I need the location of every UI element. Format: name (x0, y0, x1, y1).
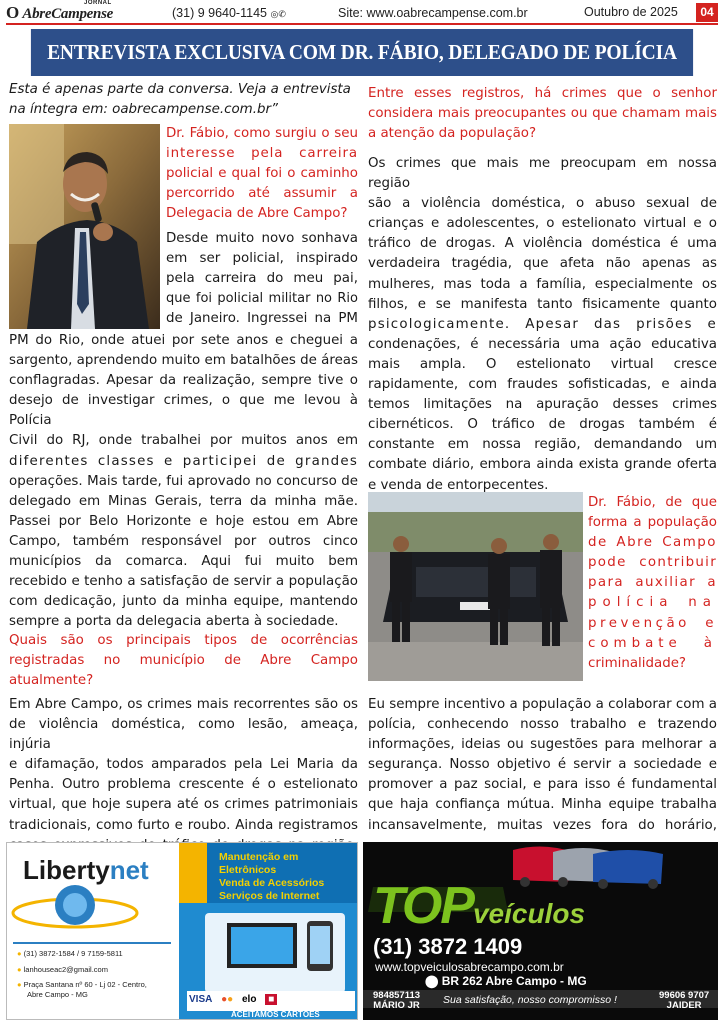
slogan: Sua satisfação, nosso compromisso ! (443, 994, 617, 1006)
answer-4: Eu sempre incentivo a população a colaborar com a polícia, conhecendo nosso trabalho e trazendo informações, ideias ou sugestões para melhorar a segurança. Nosso objetivo é servir a sociedade e promover a paz social, e para isso é fundamental que haja confiança mútua. Minha equipe trabalha incansavelmente, muitas vezes fora do horário, (368, 697, 717, 833)
page-number: 04 (696, 3, 718, 22)
hipercard-icon: ■ (265, 994, 277, 1005)
mastercard-icon: ● (221, 994, 228, 1005)
topveiculos-logo: TOPveículos (373, 877, 586, 935)
question-1: Dr. Fábio, como surgiu o seu interesse pela carreira policial e qual foi o caminho percorrido até assumir a Delegacia de Abre Campo? (166, 126, 358, 222)
card-logos: VISA ●● elo ■ (189, 994, 277, 1005)
topveiculos-phone: (31) 3872 1409 (373, 934, 523, 959)
question-4: Dr. Fábio, de que forma a população de Abre Campo pode contribuir para auxiliar a polícia na prevenção e combate à criminalidade? (588, 495, 717, 671)
libertynet-logo: Libertynet (23, 855, 149, 885)
question-3: Entre esses registros, há crimes que o senhor considera mais preocupantes ou que chamam mais a atenção da população? (368, 86, 717, 142)
newspaper-logo: O AbreCampense JORNAL (6, 0, 113, 22)
location-icon: ● (17, 980, 24, 989)
police-team-photo (368, 492, 583, 681)
page-header (0, 0, 724, 24)
email-icon: ● (17, 964, 24, 974)
intro-text: Esta é apenas parte da conversa. Veja a entrevista na íntegra em: oabrecampense.com.br” (9, 82, 351, 118)
delegado-photo (9, 124, 160, 329)
header-site[interactable]: Site: www.oabrecampense.com.br (338, 6, 528, 20)
contact-jaider: 99606 9707 JAIDER (659, 990, 710, 1011)
answer-1-side: Desde muito novo sonhava em ser policial, inspirado pela carreira do meu pai, que foi policial militar no Rio de Janeiro. Ingressei na PM (166, 231, 358, 327)
topveiculos-address: ⬤ BR 262 Abre Campo - MG (425, 974, 587, 988)
police-team-image (368, 492, 583, 681)
libertynet-contacts: ● (31) 3872-1584 / 9 7159-5811 ● lanhouseac2@gmail.com ● Praça Santana nº 60 - Lj 02 - Centro, Abre Campo - MG (17, 949, 147, 999)
libertynet-ad[interactable] (6, 842, 358, 1020)
header-divider (6, 23, 718, 25)
libertynet-services: Manutenção em Eletrônicos Venda de Acessórios Serviços de Internet (219, 851, 325, 902)
header-date: Outubro de 2025 (584, 5, 678, 19)
topveiculos-site[interactable]: www.topveiculosabrecampo.com.br (375, 960, 564, 974)
cards-label: ACEITAMOS CARTÕES (231, 1010, 320, 1019)
article-title: ENTREVISTA EXCLUSIVA COM DR. FÁBIO, DELEGADO DE POLÍCIA CIVIL DE ABRE CAMPO (31, 29, 693, 76)
answer-1: PM do Rio, onde atuei por sete anos e cheguei a sargento, aprendendo muito em batalhões de áreas conflagradas. Apesar da realização, sempre tive o desejo de investigar crimes, o que me levou à Polícia Civil do RJ, onde trabalhei por muitos anos em diferentes classes e participei de grandes operações. Mais tarde, fui aprovado no concurso de delegado em Minas Gerais, terra da minha mãe. Passei por Belo Horizonte e hoje estou em Abre Campo, também responsável por outros cinco municípios da comarca. Aqui fui muito bem recebido e tenho a satisfação de servir a população com dedicação, junto da minha equipe, mantendo sempre a porta da delegacia aberta à sociedade. (9, 333, 358, 630)
header-phone: (31) 9 9640-1145 ◎✆ (172, 6, 286, 20)
answer-2: Em Abre Campo, os crimes mais recorrentes são os de violência doméstica, como lesão, ameaça, injúria e difamação, todos amparados pela Lei Maria da Penha. Outro problema crescente é o estelionato virtual, que hoje supera até os crimes patrimoniais tradicionais, como furto e roubo. Ainda registramos (9, 697, 358, 833)
phone-icon: ● (17, 949, 24, 958)
answer-3: Os crimes que mais me preocupam em nossa região são a violência doméstica, o abuso sexual de crianças e adolescentes, o estelionato virtual e o tráfico de drogas. A violência doméstica é uma verdadeira tragédia, que afeta não apenas as mulheres, mas toda a família, especialmente os filhos, e se manifesta tanto fisicamente quanto psicologicamente. Apesar das prisões e condenações, é necessária uma ação educativa mais ampla. O estelionato virtual cresce rapidamente, com fraudes sofisticadas, e ainda temos limitações na apuração desses crimes cibernéticos. O tráfico de drogas também é constante em nossa região, demandando um combate diário, embora ainda exista grande oferta e venda de entorpecentes. (368, 156, 717, 493)
question-2: Quais são os principais tipos de ocorrências registradas no município de Abre Campo atualmente? (9, 633, 358, 689)
topveiculos-ad[interactable] (363, 842, 718, 1020)
whatsapp-icon: ◎✆ (270, 9, 286, 19)
contact-mario: 984857113 MÁRIO JR (373, 990, 421, 1011)
delegado-portrait-image (9, 124, 160, 329)
location-icon: ⬤ (425, 974, 442, 988)
